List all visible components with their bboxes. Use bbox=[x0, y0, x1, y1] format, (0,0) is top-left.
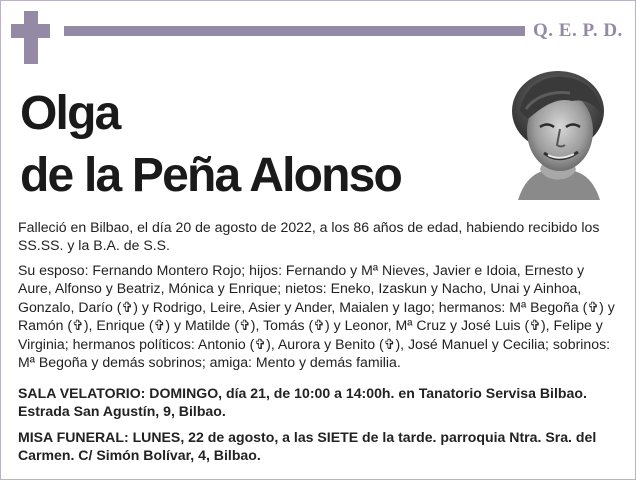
deceased-first-name: Olga bbox=[20, 87, 120, 140]
portrait-photo bbox=[500, 65, 616, 200]
family-list: Su esposo: Fernando Montero Rojo; hijos: Fernando y Mª Nieves, Javier e Idoia, Ernesto y Aure, Alfonso y Beatriz, Mónica y Enrique; nietos: Eneko, Izaskun y Nacho, Unai y Ainhoa, Gonzalo, Darío (✞) y Rodrigo, Leire, Asier y Ander, Maialen y Iago; hermanos: Mª Begoña (✞) y Ramón (✞), Enrique (✞) y Matilde (✞), Tomás (✞) y Leonor, Mª Cruz y José Luis (✞), Felipe y Virginia; hermanos políticos: Antonio (✞), Aurora y Benito (✞), José Manuel y Cecilia; sobrinos: Mª Begoña y demás sobrinos; amiga: Mento y demás familia. bbox=[18, 262, 615, 371]
portrait-illustration bbox=[500, 65, 616, 200]
qepd-label: Q. E. P. D. bbox=[533, 20, 623, 41]
header-rule bbox=[64, 26, 525, 36]
deceased-surname: de la Peña Alonso bbox=[20, 149, 402, 202]
cross-horizontal-bar bbox=[11, 24, 50, 38]
funeral-info: MISA FUNERAL: LUNES, 22 de agosto, a las SIETE de la tarde. parroquia Ntra. Sra. del Carmen. C/ Simón Bolívar, 4, Bilbao. bbox=[18, 429, 597, 464]
death-notice: Falleció en Bilbao, el día 20 de agosto de 2022, a los 86 años de edad, habiendo recibido los SS.SS. y la B.A. de S.S. bbox=[18, 219, 600, 254]
latin-cross-icon bbox=[0, 0, 60, 70]
wake-info: SALA VELATORIO: DOMINGO, día 21, de 10:00 a 14:00h. en Tanatorio Servisa Bilbao. Estrada San Agustín, 9, Bilbao. bbox=[18, 385, 587, 420]
